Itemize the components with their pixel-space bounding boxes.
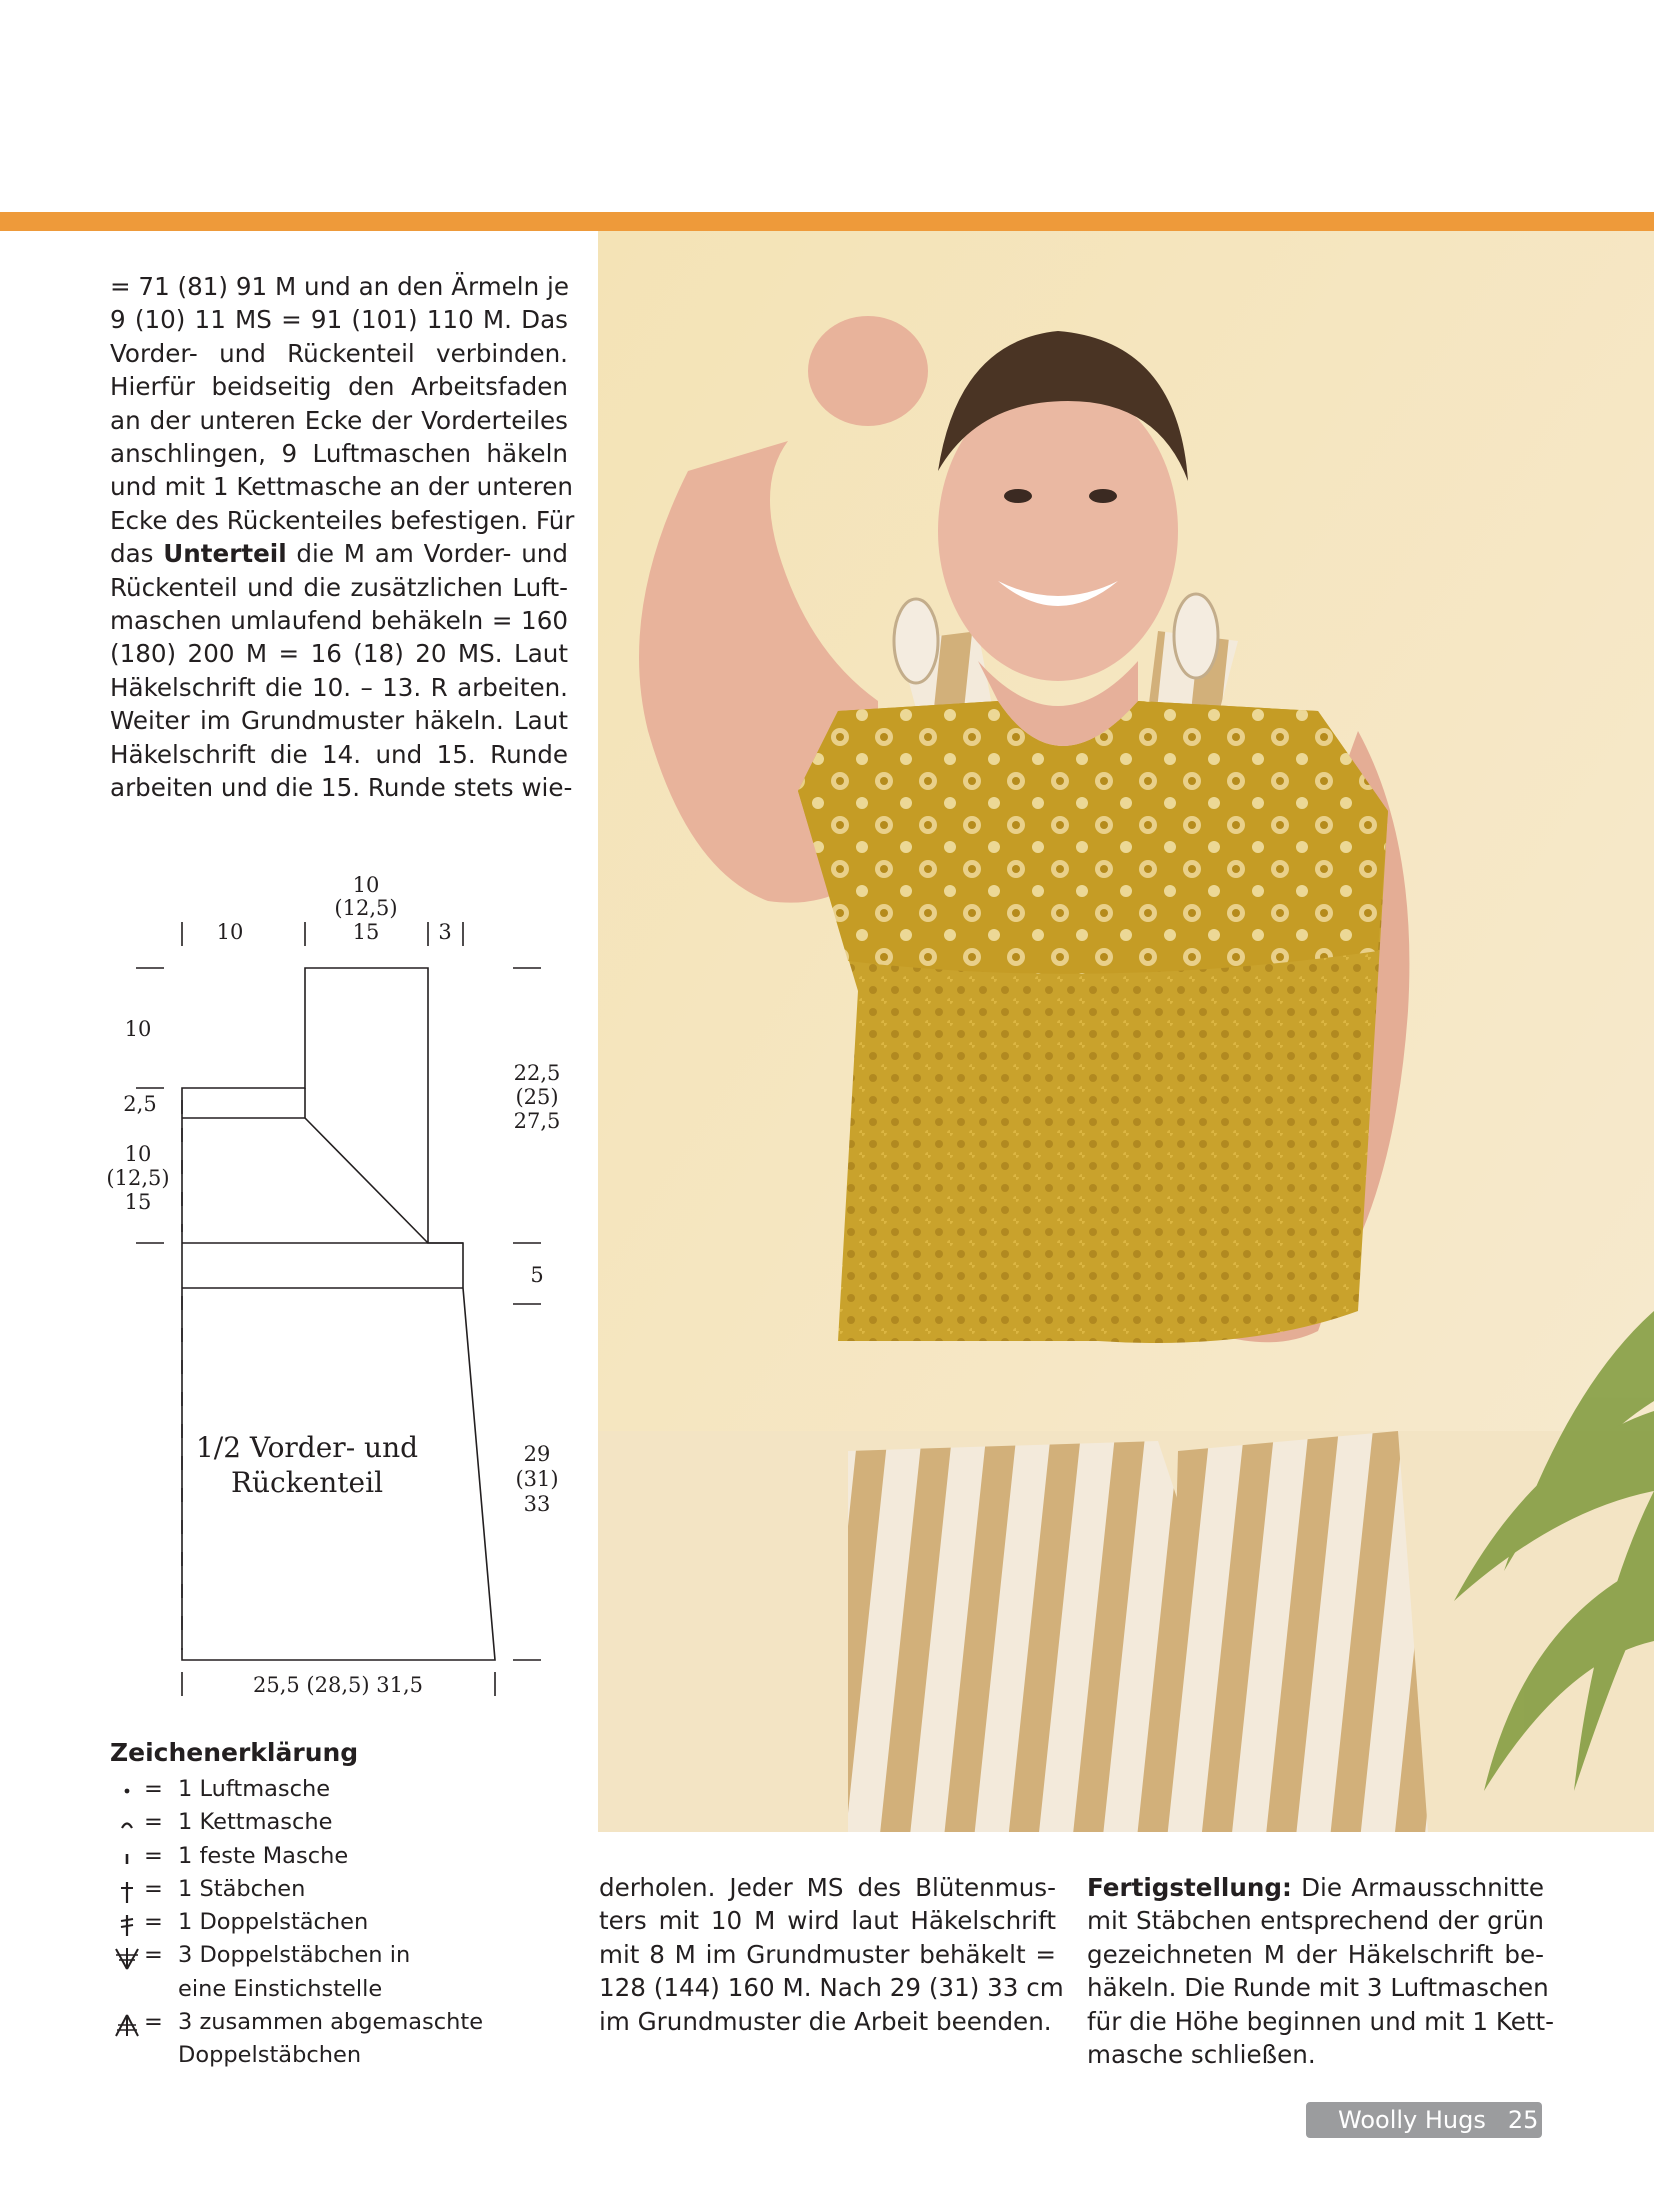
- text-line: 128 (144) 160 M. Nach 29 (31) 33 cm: [599, 1973, 1064, 2003]
- bold-term: Fertigstellung:: [1087, 1873, 1292, 1902]
- text-column-left: [110, 270, 575, 805]
- legend-eq: =: [144, 1809, 163, 1836]
- text-line: Vorder- und Rückenteil verbinden.: [110, 338, 568, 368]
- legend-eq: =: [144, 1842, 163, 1869]
- dim-top-mid-1: 10: [352, 873, 380, 897]
- legend-text-cont: eine Einstichstelle: [178, 1975, 383, 2002]
- text-line: [110, 537, 568, 570]
- dim-top-mid-2: (12,5): [334, 896, 398, 920]
- text-fragment: das: [110, 539, 164, 569]
- dim-left-lower-3: 15: [124, 1190, 152, 1214]
- legend-item: [110, 1806, 570, 1839]
- dim-right-band: 5: [530, 1263, 544, 1287]
- schematic-drawing: [100, 860, 560, 1720]
- text-fragment: die M am Vorder- und: [286, 539, 568, 569]
- text-line: = 71 (81) 91 M und an den Ärmeln je: [110, 272, 570, 301]
- header-accent-bar: [0, 212, 1654, 231]
- legend-item: [110, 1906, 570, 1939]
- text-line: masche schließen.: [1087, 2040, 1316, 2070]
- legend-eq: =: [144, 1776, 163, 1802]
- text-line: Ecke des Rückenteiles befestigen. Für: [110, 505, 575, 535]
- text-line: [1087, 1871, 1544, 1904]
- dim-left-lower-1: 10: [124, 1142, 152, 1166]
- text-line: mit 8 M im Grundmuster behäkelt =: [599, 1939, 1056, 1969]
- legend-item: [110, 1840, 570, 1873]
- legend-text: 3 zusammen abgemaschte: [178, 2009, 484, 2036]
- legend-eq: =: [144, 1909, 163, 1936]
- text-fragment: Die Armausschnitte: [1291, 1873, 1544, 1902]
- double-cross-icon: [110, 1906, 144, 1937]
- fan-icon: [110, 1939, 144, 1970]
- dim-right-lower-3: 33: [523, 1492, 551, 1516]
- symbol-legend: [110, 1735, 570, 2073]
- bold-term: Unterteil: [163, 539, 287, 569]
- text-column-right: [1087, 1871, 1555, 2071]
- legend-text: 1 Kettmasche: [178, 1809, 333, 1836]
- dim-left-lower-2: (12,5): [106, 1166, 170, 1190]
- legend-text-cont: Doppelstäbchen: [178, 2042, 362, 2069]
- text-line: Hierfür beidseitig den Arbeitsfaden: [110, 372, 568, 402]
- pattern-schematic: [100, 860, 560, 1720]
- text-line: Häkelschrift die 14. und 15. Runde: [110, 739, 568, 769]
- text-line: Häkelschrift die 10. – 13. R arbeiten.: [110, 672, 568, 702]
- legend-item: [110, 1873, 570, 1906]
- legend-text: 1 Stäbchen: [178, 1875, 306, 1902]
- model-photo: [598, 231, 1654, 1832]
- page-number: 25: [1507, 2106, 1539, 2134]
- cluster-icon: [110, 2006, 144, 2037]
- text-line: derholen. Jeder MS des Blütenmus-: [599, 1873, 1056, 1902]
- text-line: anschlingen, 9 Luftmaschen häkeln: [110, 439, 568, 469]
- text-line: an der unteren Ecke der Vorderteiles: [110, 405, 568, 435]
- dot-icon: [110, 1773, 144, 1800]
- dim-right-upper-1: 22,5: [513, 1061, 560, 1085]
- dim-right-upper-2: (25): [515, 1085, 559, 1109]
- legend-eq: =: [144, 1875, 163, 1902]
- dim-right-lower-2: (31): [515, 1467, 559, 1491]
- text-line: häkeln. Die Runde mit 3 Luftmaschen: [1087, 1973, 1549, 2003]
- text-line: Rückenteil und die zusätzlichen Luft-: [110, 572, 568, 602]
- legend-item: [110, 1939, 570, 2006]
- dim-left-mid: 2,5: [123, 1092, 157, 1116]
- legend-text: 3 Doppelstäbchen in: [178, 1942, 411, 1969]
- text-line: ters mit 10 M wird laut Häkelschrift: [599, 1906, 1056, 1936]
- schematic-label-2: Rückenteil: [230, 1466, 384, 1499]
- text-line: maschen umlaufend behäkeln = 160: [110, 606, 568, 636]
- arc-icon: [110, 1806, 144, 1833]
- dim-top-right: 3: [438, 920, 452, 944]
- bar-icon: [110, 1840, 144, 1867]
- text-line: mit Stäbchen entsprechend der grün: [1087, 1906, 1544, 1936]
- schematic-label-1: 1/2 Vorder- und: [195, 1431, 419, 1464]
- magazine-title: Woolly Hugs: [1338, 2106, 1486, 2134]
- text-column-middle: [599, 1871, 1064, 2038]
- text-line: (180) 200 M = 16 (18) 20 MS. Laut: [110, 639, 568, 669]
- dim-bottom: 25,5 (28,5) 31,5: [252, 1673, 424, 1697]
- legend-eq: =: [144, 2009, 163, 2036]
- photo-illustration: [598, 231, 1654, 1832]
- legend-eq: =: [144, 1942, 163, 1969]
- legend-text-block: [178, 2006, 570, 2073]
- single-cross-icon: [110, 1873, 144, 1904]
- legend-text: 1 Luftmasche: [178, 1776, 331, 1802]
- text-line: Weiter im Grundmuster häkeln. Laut: [110, 706, 568, 736]
- legend-item: [110, 2006, 570, 2073]
- text-line: arbeiten und die 15. Runde stets wie-: [110, 773, 573, 803]
- text-line: im Grundmuster die Arbeit beenden.: [599, 2006, 1052, 2036]
- dim-right-upper-3: 27,5: [513, 1109, 560, 1133]
- text-line: für die Höhe beginnen und mit 1 Kett-: [1087, 2006, 1555, 2036]
- dim-top-mid-3: 15: [352, 920, 380, 944]
- legend-title: Zeichenerklärung: [110, 1738, 359, 1767]
- legend-text: 1 Doppelstächen: [178, 1909, 369, 1936]
- legend-text: 1 feste Masche: [178, 1842, 349, 1869]
- text-line: 9 (10) 11 MS = 91 (101) 110 M. Das: [110, 305, 568, 335]
- text-line: gezeichneten M der Häkelschrift be-: [1087, 1939, 1544, 1969]
- dim-left-top: 10: [124, 1017, 152, 1041]
- text-line: und mit 1 Kettmasche an der unteren: [110, 472, 573, 502]
- page-footer: [1306, 2102, 1542, 2138]
- legend-item: [110, 1773, 570, 1806]
- legend-text-block: [178, 1939, 570, 2006]
- dim-right-lower-1: 29: [523, 1442, 551, 1466]
- dim-top-left: 10: [216, 920, 244, 944]
